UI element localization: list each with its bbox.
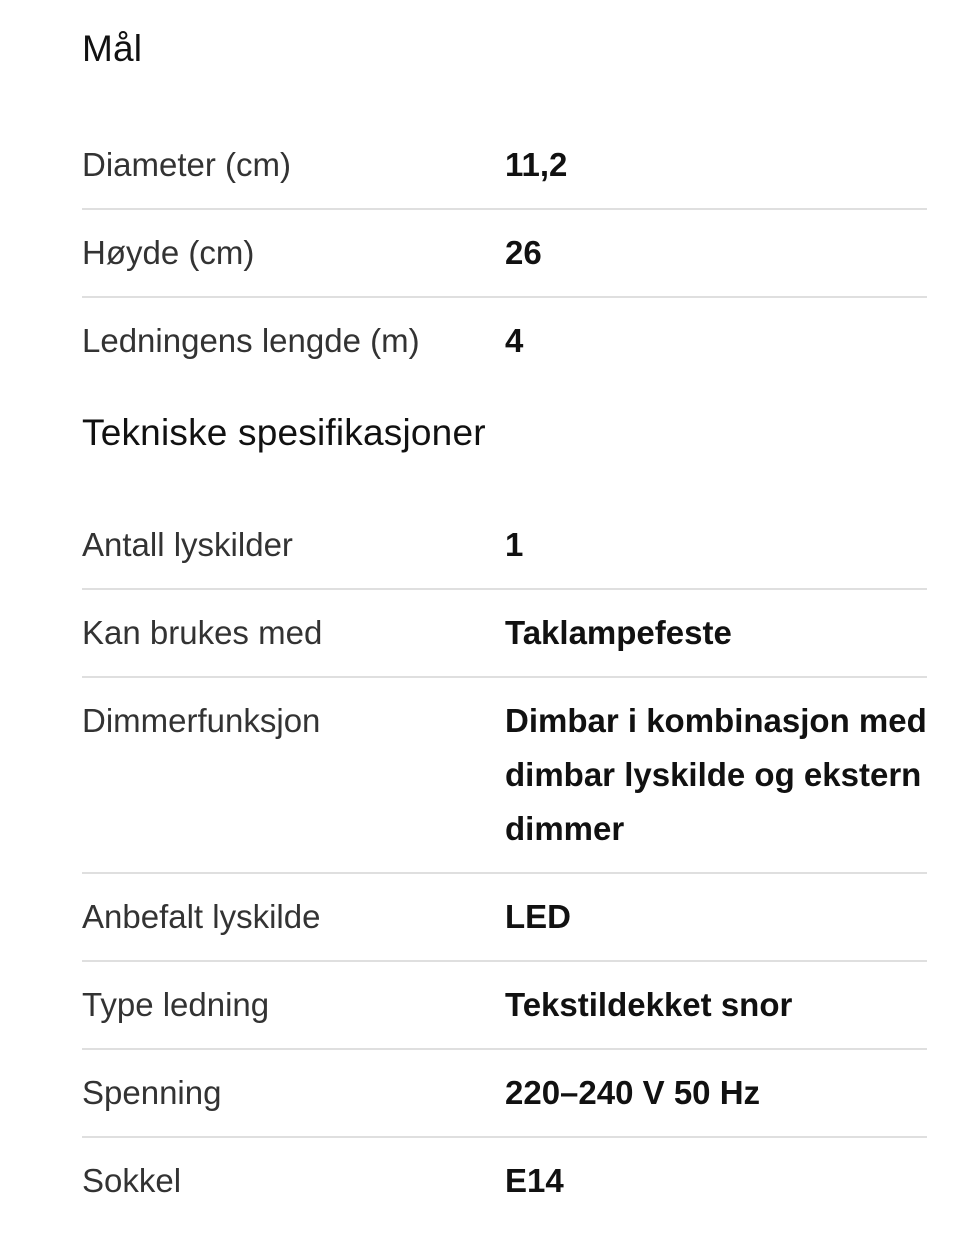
spec-row-voltage bbox=[82, 1050, 927, 1138]
spec-value: Tekstildekket snor bbox=[505, 986, 793, 1023]
spec-row-cord-type bbox=[82, 962, 927, 1050]
spec-label: Kan brukes med bbox=[82, 614, 323, 651]
spec-row-height bbox=[82, 210, 927, 298]
spec-value: E14 bbox=[505, 1162, 564, 1199]
dimensions-table bbox=[82, 122, 927, 384]
spec-value: 4 bbox=[505, 322, 524, 359]
spec-value: Taklampefeste bbox=[505, 614, 732, 651]
spec-row-light-source-count bbox=[82, 502, 927, 590]
spec-label: Diameter (cm) bbox=[82, 146, 292, 183]
spec-label: Ledningens lengde (m) bbox=[82, 322, 420, 359]
spec-value: 220–240 V 50 Hz bbox=[505, 1074, 761, 1111]
spec-label: Antall lyskilder bbox=[82, 526, 293, 563]
spec-label: Dimmerfunksjon bbox=[82, 702, 321, 739]
spec-row-recommended-light-source bbox=[82, 874, 927, 962]
spec-row-cord-length bbox=[82, 298, 927, 384]
spec-row-diameter bbox=[82, 122, 927, 210]
spec-row-dimmer-function bbox=[82, 678, 927, 874]
technical-specs-heading: Tekniske spesifikasjoner bbox=[82, 412, 486, 453]
spec-label: Anbefalt lyskilde bbox=[82, 898, 321, 935]
spec-label: Høyde (cm) bbox=[82, 234, 255, 271]
spec-value: LED bbox=[505, 898, 571, 935]
spec-value: 1 bbox=[505, 526, 524, 563]
spec-label: Type ledning bbox=[82, 986, 270, 1023]
spec-label: Spenning bbox=[82, 1074, 222, 1111]
dimensions-heading: Mål bbox=[82, 28, 143, 69]
spec-value: Dimbar i kombinasjon med dimbar lyskilde og ekstern dimmer bbox=[505, 702, 927, 847]
spec-row-socket bbox=[82, 1138, 927, 1224]
spec-label: Sokkel bbox=[82, 1162, 182, 1199]
spec-row-compatible-with bbox=[82, 590, 927, 678]
technical-specs-table bbox=[82, 502, 927, 1224]
spec-value: 26 bbox=[505, 234, 542, 271]
spec-value: 11,2 bbox=[505, 146, 568, 183]
